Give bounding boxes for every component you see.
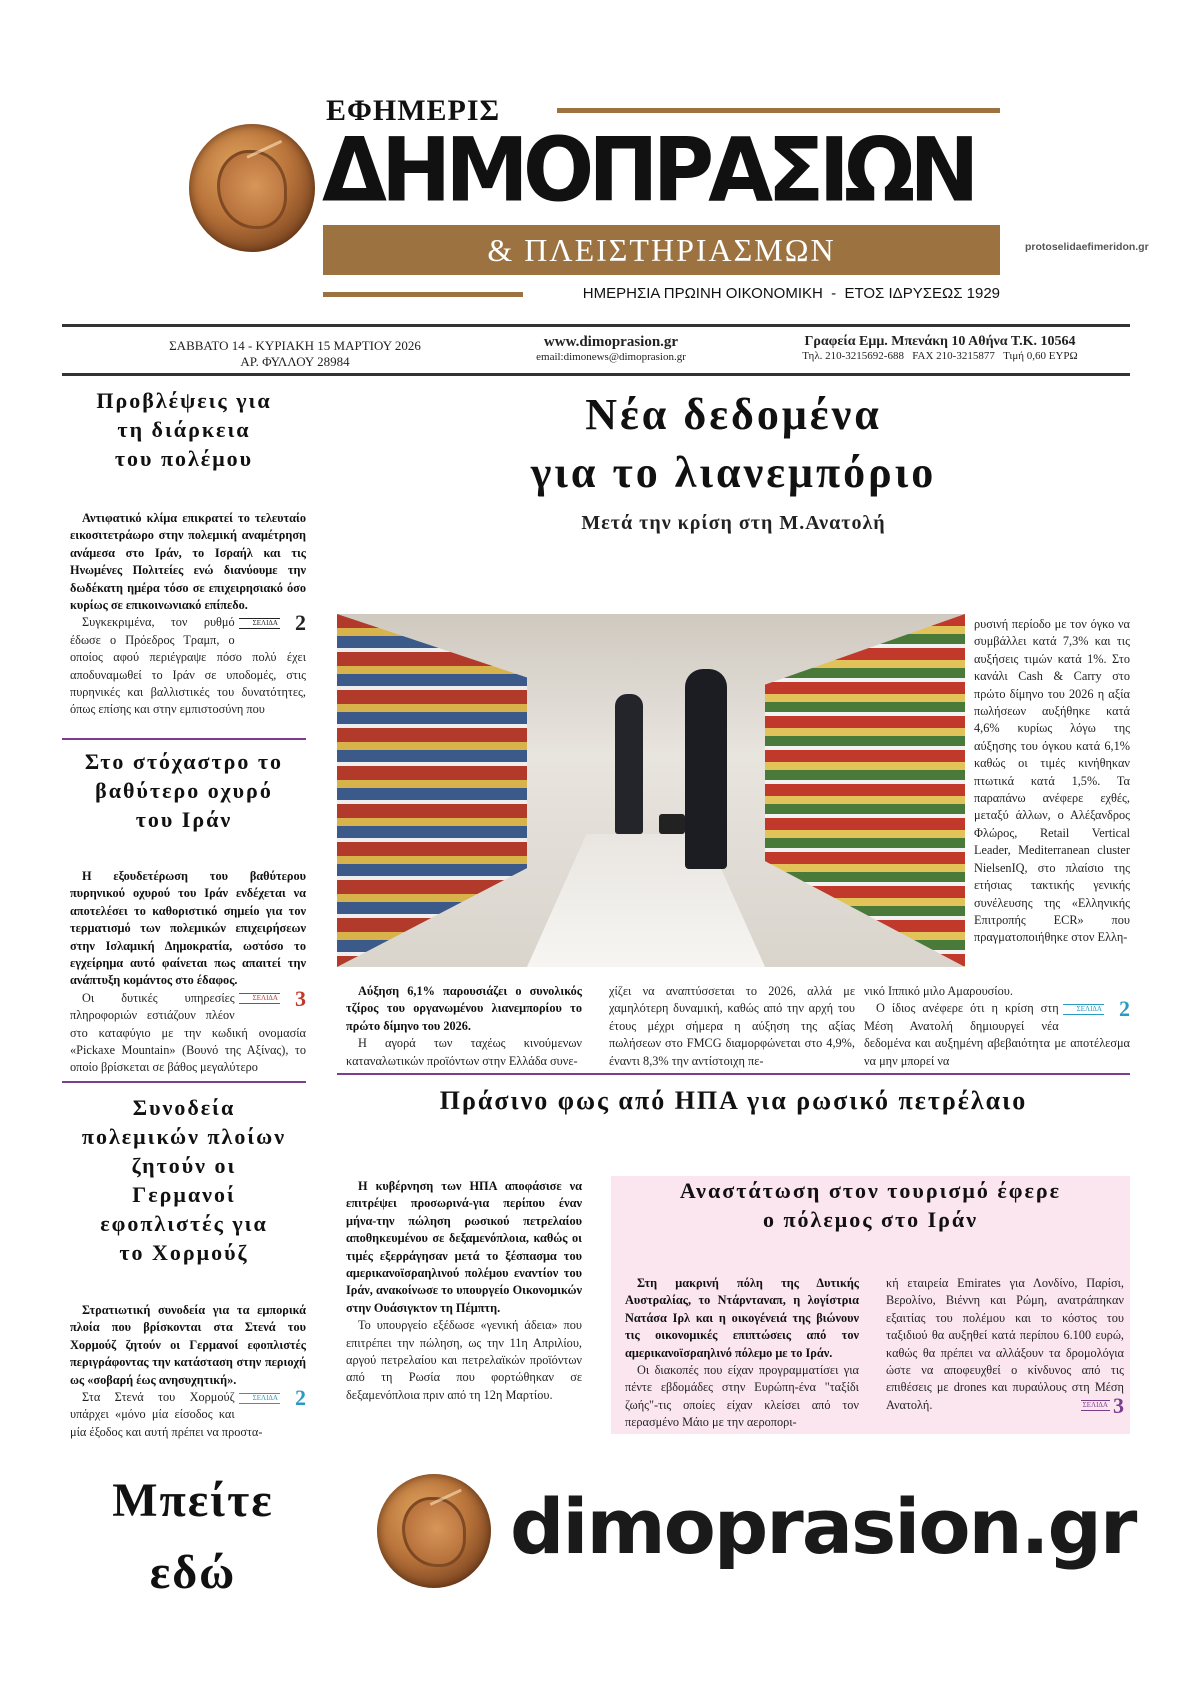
issue-number: ΑΡ. ΦΥΛΛΟΥ 28984 bbox=[240, 354, 350, 369]
website-link[interactable]: www.dimoprasion.gr bbox=[543, 334, 679, 350]
top-rule bbox=[62, 324, 1130, 327]
promo-cta[interactable]: Μπείτε εδώ bbox=[112, 1474, 274, 1599]
left-article-1-body: Αντιφατικό κλίμα επικρατεί το τελευταίο εικοσιτετράωρο στην πολεμική αναμέτρηση ανάμεσα στο Ιράν, το Ισραήλ και τις Ηνωμένες Πολιτείες ενώ διανύουμε την δωδέκατη ημέρα τόσο σε επιχειρησιακό όσο κυρίως σε επικοινωνιακό επίπεδο. ΣΕΛΙΔΑ 2 Συγκεκριμένα, τον ρυθμό έδωσε ο Πρόεδρος Τραμπ, ο οποίος αφού περιέγραψε πόσο πολύ έχει αποδυναμωθεί το Ιράν σε υποδομές, στις πυρηνικές και βαλλιστικές του δυνατότητες, όπως επίσης και στην εμπιστοσύνη που bbox=[70, 511, 306, 717]
tourism-col-1: Στη μακρινή πόλη της Δυτικής Αυστραλίας, το Ντάρνταναπ, η λογίστρια Νατάσα Ιρλ και η οικογένειά της βιώνουν τις οικονομικές επιπτώσεις από τον αμερικανοϊσραηλινό πόλεμο με το Ιράν. Οι διακοπές που είχαν προγραμματίσει για πέντε εβδομάδες στην Ευρώπη-ένα "ταξίδι ζωής"-τις οποίες είχαν κλείσει από τον περασμένο Μάιο με την αεροπορι- bbox=[625, 1276, 859, 1430]
masthead-title: ΔΗΜΟΠΡΑΣΙΩΝ bbox=[322, 118, 974, 222]
page-ref-3[interactable]: ΣΕΛΙΔΑ 3 bbox=[239, 990, 306, 1008]
email-link[interactable]: email:dimonews@dimoprasion.gr bbox=[536, 351, 686, 363]
supermarket-photo bbox=[337, 614, 965, 967]
watermark: protoselidaefimeridon.gr bbox=[1025, 241, 1149, 253]
divider bbox=[62, 1081, 306, 1083]
main-col-1: Αύξηση 6,1% παρουσιάζει ο συνολικός τζίρος του οργανωμένου λιανεμπορίου το πρώτο δίμηνο του 2026. Η αγορά των ταχέως κινούμενων καταναλωτικών προϊόντων στην Ελλάδα συνε- bbox=[346, 984, 582, 1068]
left-article-1-title[interactable]: Προβλέψεις για τη διάρκεια του πολέμου bbox=[96, 388, 272, 471]
masthead-tagline: ΗΜΕΡΗΣΙΑ ΠΡΩΙΝΗ ΟΙΚΟΝΟΜΙΚΗ - ΕΤΟΣ ΙΔΡΥΣΕΩΣ 1929 bbox=[582, 285, 1000, 302]
masthead-kicker: ΕΦΗΜΕΡΙΣ bbox=[326, 94, 501, 127]
main-subtitle: Μετά την κρίση στη Μ.Ανατολή bbox=[581, 512, 886, 534]
tourism-headline[interactable]: Αναστάτωση στον τουρισμό έφερε ο πόλεμος στο Ιράν bbox=[679, 1178, 1062, 1232]
page-ref-3[interactable]: ΣΕΛΙΔΑ 3 bbox=[1082, 1392, 1124, 1418]
promo-domain[interactable]: dimoprasion.gr bbox=[510, 1482, 1136, 1571]
left-article-2-title[interactable]: Στο στόχαστρο το βαθύτερο οχυρό του Ιράν bbox=[84, 749, 284, 832]
main-col-2: χίζει να αναπτύσσεται το 2026, αλλά με χαμηλότερη δυναμική, καθώς από την αρχή του έτους μέχρι σήμερα η αύξηση της αξίας πωλήσεων στο FMCG διαμορφώνεται στο 4,9%, έναντι 8,3% την αντίστοιχη πε- bbox=[609, 984, 855, 1068]
issue-date: ΣΑΒΒΑΤΟ 14 - ΚΥΡΙΑΚΗ 15 ΜΑΡΤΙΟΥ 2026 bbox=[169, 338, 421, 353]
oil-body: Η κυβέρνηση των ΗΠΑ αποφάσισε να επιτρέψει προσωρινά-για περίπου έναν μήνα-την πώληση ρωσικού πετρελαίου αποθηκευμένου σε δεξαμενόπλοια, καθώς οι τιμές εξερράγησαν μετά το ξέσπασμα του αμερικανοϊσραηλινού πολέμου εναντίον του Ιράν, ανακοίνωσε το υπουργείο Οικονομικών στην Ουάσιγκτον τη Πέμπτη. Το υπουργείο εξέδωσε «γενική άδεια» που επιτρέπει την πώληση, ως την 11η Απριλίου, αργού πετρελαίου και πετρελαϊκών προϊόντων από τη Ρωσία που φορτώθηκαν σε δεξαμενόπλοια πριν από τη 12η Μαρτίου. bbox=[346, 1179, 582, 1402]
page-ref-2[interactable]: ΣΕΛΙΔΑ 2 bbox=[239, 1389, 306, 1407]
tagline-line bbox=[323, 292, 523, 297]
bottom-rule bbox=[62, 373, 1130, 376]
masthead-subtitle: & ΠΛΕΙΣΤΗΡΙΑΣΜΩΝ bbox=[487, 231, 836, 268]
promo-coin-logo bbox=[377, 1474, 491, 1588]
main-headline[interactable]: Νέα δεδομένα για το λιανεμπόριο bbox=[530, 390, 937, 497]
tourism-col-2: κή εταιρεία Emirates για Λονδίνο, Παρίσι, Βερολίνο, Βιέννη και Ρώμη, ανατράπηκαν εξαιτίας του πολέμου και το κόστος του ταξιδιού θα αυξηθεί κατά περίπου 6.100 ευρώ, καθώς θα πρέπει να αλλάξουν τα δρομολόγια ώστε να αποφευχθεί ο κίνδυνος από τις επιθέσεις με drones και πυραύλους στη Μέση Ανατολή. ΣΕΛΙΔΑ 3 bbox=[886, 1276, 1124, 1418]
left-article-3-body: Στρατιωτική συνοδεία για τα εμπορικά πλοία που βρίσκονται στα Στενά του Χορμούζ ζητούν οι Γερμανοί εφοπλιστές περιγράφοντας την κατάσταση στην περιοχή ως «σοβαρή έως ανησυχητική». ΣΕΛΙΔΑ 2 Στα Στενά του Χορμούζ υπάρχει «μόνο μία είσοδος και μία έξοδος και αυτή πρέπει να προστα- bbox=[70, 1303, 306, 1439]
masthead-subtitle-bar bbox=[323, 225, 1000, 275]
page-ref-2[interactable]: ΣΕΛΙΔΑ 2 bbox=[239, 614, 306, 632]
left-article-2-body: Η εξουδετέρωση του βαθύτερου πυρηνικού οχυρού του Ιράν ενδέχεται να αποτελέσει το καθοριστικό σημείο για τον τερματισμό των πολεμικών επιχειρήσεων στην Ισλαμική Δημοκρατία, ωστόσο το εγχείρημα αυτό φαίνεται πως απαιτεί την ανάπτυξη κομάντος στο έδαφος. ΣΕΛΙΔΑ 3 Οι δυτικές υπηρεσίες πληροφοριών εστιάζουν πλέον στο καταφύγιο με την κωδική ονομασία «Pickaxe Mountain» (Βουνό της Αξίνας), το οποίο βρίσκεται σε βάθος μεγαλύτερο bbox=[70, 869, 306, 1075]
main-side-column: ρυσινή περίοδο με τον όγκο να συμβάλλει κατά 7,3% και τις αυξήσεις τιμών κατά 1%. Στο κανάλι Cash & Carry στο πρώτο δίμηνο του 2026 η αξία πωλήσεων αυξήθηκε κατά 4,6% κυρίως λόγω της αύξησης του όγκου κατά 6,1% καθώς οι τιμές κινήθηκαν πτωτικά κατά 1,5%. Τα παραπάνω ανέφερε εχθές, μεταξύ άλλων, ο Αλέξανδρος Φλώρος, Retail Vertical Leader, Mediterranean cluster NielsenIQ, στο πλαίσιο της ετήσιας τακτικής γενικής συνέλευσης της «Ελληνικής Επιτροπής ECR» που πραγματοποιήθηκε στον Ελλη- bbox=[974, 617, 1130, 945]
left-article-3-title[interactable]: Συνοδεία πολεμικών πλοίων ζητούν οι Γερμανοί εφοπλιστές για το Χορμούζ bbox=[81, 1095, 287, 1265]
page-ref-2[interactable]: ΣΕΛΙΔΑ 2 bbox=[1063, 1000, 1130, 1018]
coin-logo bbox=[189, 124, 315, 252]
main-col-3: νικό Ιππικό μιλο Αμαρουσίου. ΣΕΛΙΔΑ 2 Ο ίδιος ανέφερε ότι η κρίση στη Μέση Ανατολή δημιουργεί νέα δεδομένα και αυξημένη αβεβαιότητα με αποτέλεσμα να μην μπορεί να bbox=[864, 984, 1130, 1068]
divider bbox=[62, 738, 306, 740]
office-address: Γραφεία Εμμ. Μπενάκη 10 Αθήνα Τ.Κ. 10564 bbox=[804, 334, 1076, 349]
masthead-line bbox=[557, 108, 1000, 113]
oil-headline[interactable]: Πράσινο φως από ΗΠΑ για ρωσικό πετρέλαιο bbox=[439, 1086, 1028, 1115]
divider bbox=[337, 1073, 1130, 1075]
contact-info: Τηλ. 210-3215692-688 FAX 210-3215877 Τιμή 0,60 ΕΥΡΩ bbox=[802, 350, 1078, 362]
